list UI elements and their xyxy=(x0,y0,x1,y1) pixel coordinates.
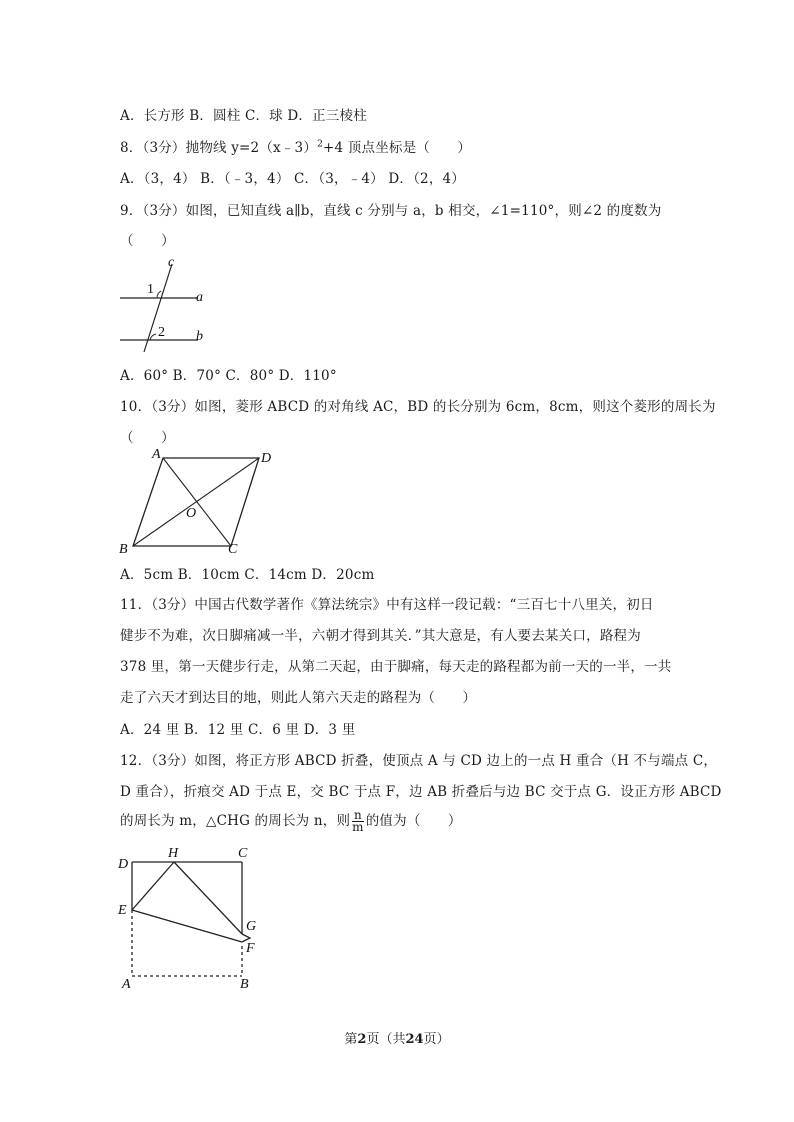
label-B: B xyxy=(240,977,249,992)
label-a: a xyxy=(196,290,203,305)
label-angle-1: 1 xyxy=(147,282,154,297)
q12-line-3-tail: 的值为（ ） xyxy=(365,813,462,829)
q8-stem xyxy=(120,136,471,156)
q11-options: A．24 里 B．12 里 C．6 里 D．3 里 xyxy=(120,722,356,738)
q9-bracket: （ ） xyxy=(120,233,175,249)
q10-rhombus-figure xyxy=(115,446,285,560)
q8-exponent: 2 xyxy=(317,139,323,150)
fold-line-ef xyxy=(132,910,242,942)
label-c: c xyxy=(168,255,175,270)
q12-line-2: D 重合），折痕交 AD 于点 E，交 BC 于点 F，边 AB 折叠后与边 BC 交于点 G．设正方形 ABCD xyxy=(120,784,722,800)
label-D: D xyxy=(261,451,272,466)
footer-prefix: 第 xyxy=(344,1032,358,1047)
label-angle-2: 2 xyxy=(158,325,165,340)
q11-line-3: 378 里，第一天健步行走，从第二天起，由于脚痛，每天走的路程都为前一天的一半，一共 xyxy=(120,659,672,675)
q11-line-1: 11．（3分）中国古代数学著作《算法统宗》中有这样一段记载：“三百七十八里关，初日 xyxy=(120,597,654,613)
q10-bracket: （ ） xyxy=(120,430,175,446)
fraction-n-over-m xyxy=(352,810,364,833)
label-B: B xyxy=(119,542,128,557)
label-F: F xyxy=(246,941,255,956)
label-A: A xyxy=(152,447,161,462)
q12-line-3-text: 的周长为 m，△CHG 的周长为 n，则 xyxy=(120,813,351,829)
label-E: E xyxy=(118,903,127,918)
q11-line-2: 健步不为难，次日脚痛减一半，六朝才得到其关．”其大意是，有人要去某关口，路程为 xyxy=(120,628,641,644)
label-C: C xyxy=(228,542,238,557)
fraction-denominator: m xyxy=(352,820,364,834)
label-H: H xyxy=(168,846,179,861)
q9-options: A．60° B．70° C．80° D．110° xyxy=(120,368,337,384)
q8-options: A．（3，4） B．（﹣3，4） C．（3，﹣4） D．（2，4） xyxy=(120,171,466,187)
footer-total-pages: 24 xyxy=(405,1032,424,1047)
q12-line-3 xyxy=(120,809,462,833)
q9-stem: 9．（3分）如图，已知直线 a∥b，直线 c 分别与 a，b 相交，∠1=110°，则∠2 的度数为 xyxy=(120,203,662,219)
q8-stem-tail: +4 顶点坐标是（ ） xyxy=(323,140,472,156)
angle-1-arc xyxy=(157,291,161,298)
label-O: O xyxy=(186,506,197,521)
footer-mid: 页（共 xyxy=(366,1032,406,1047)
q12-square-fold-figure xyxy=(112,842,272,992)
label-C: C xyxy=(238,846,248,861)
diagonal-ac xyxy=(163,458,231,546)
diagonal-bd xyxy=(133,458,259,546)
q7-options: A．长方形 B．圆柱 C．球 D．正三棱柱 xyxy=(120,108,367,124)
fraction-numerator: n xyxy=(353,808,362,822)
q10-options: A．5cm B．10cm C．14cm D．20cm xyxy=(120,567,375,583)
segment-eh xyxy=(132,862,174,910)
label-A: A xyxy=(122,977,131,992)
footer-suffix: 页） xyxy=(423,1032,450,1047)
page-footer xyxy=(0,1028,794,1047)
q8-stem-text: 8．（3分）抛物线 y=2（x﹣3） xyxy=(120,140,318,156)
q9-parallel-lines-figure xyxy=(112,252,222,358)
label-b: b xyxy=(196,329,203,344)
label-G: G xyxy=(246,919,257,934)
q12-line-1: 12．（3分）如图，将正方形 ABCD 折叠，使顶点 A 与 CD 边上的一点 H 重合（H 不与端点 C， xyxy=(120,753,718,769)
q10-stem: 10．（3分）如图，菱形 ABCD 的对角线 AC，BD 的长分别为 6cm，8cm，则这个菱形的周长为 xyxy=(120,399,716,415)
label-D: D xyxy=(118,857,129,872)
segment-hg xyxy=(174,862,242,934)
angle-2-arc xyxy=(150,334,156,340)
q11-line-4: 走了六天才到达目的地，则此人第六天走的路程为（ ） xyxy=(120,690,477,706)
footer-page-number: 2 xyxy=(357,1032,367,1047)
